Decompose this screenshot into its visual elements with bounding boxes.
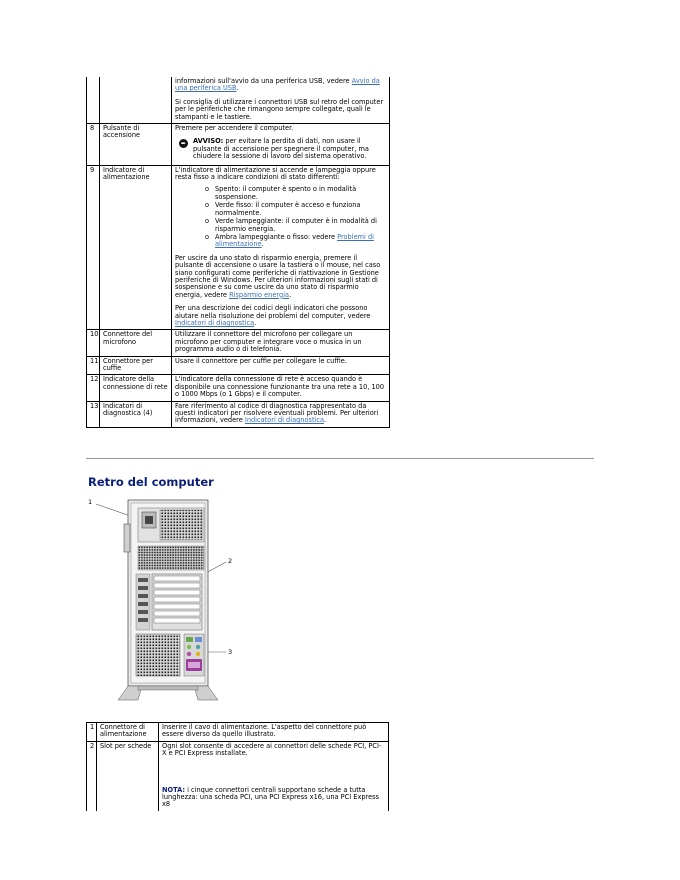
row-label: Slot per schede <box>97 741 159 811</box>
callout-1: 1 <box>88 498 93 506</box>
row-number: 9 <box>87 165 100 330</box>
row-label: Indicatori di diagnostica (4) <box>100 401 172 427</box>
row-description: Usare il connettore per cuffie per collegare le cuffie. <box>172 356 390 375</box>
row-description: Utilizzare il connettore del microfono per collegare un microfono per computer e integrare voce o musica in un programma audio o di telefonia. <box>172 330 390 356</box>
row-number: 1 <box>87 723 97 742</box>
row-description: L'indicatore di alimentazione si accende e lampeggia oppure resta fisso a indicare condizioni di stato differenti: o Spento: il computer è spento o in modalità sospensione. o Verde fisso: il computer è acceso e funziona normalmente. o Verde lampeggiante: il computer è in modalità di risparmio energia. o Ambra lampeggiante o fisso: vedere Problemi di alimentazione. Per uscire da uno stato di risparmio energia, premere il pulsante di accensione o usare la tastiera o il mouse, nel caso siano configurati come periferiche di riattivazione in Gestione periferiche di Windows. Per ulteriori informazioni sugli stati di sospensione e su come uscire da uno stato di risparmio energia, vedere Risparmio energia. Per una descrizione dei codici degli indicatori che possono aiutare nella risoluzione dei problemi del computer, vedere Indicatori di diagnostica. <box>172 165 390 330</box>
row-label: Connettore del microfono <box>100 330 172 356</box>
circle-bullet-icon: o <box>205 232 210 241</box>
notice-icon: ➨ <box>180 140 187 148</box>
list-item: o Spento: il computer è spento o in modalità sospensione. <box>205 185 357 201</box>
table-row <box>87 330 390 356</box>
callout-2: 2 <box>228 557 233 565</box>
table-row <box>87 356 390 375</box>
computer-back-illustration <box>86 494 246 706</box>
row-number: 8 <box>87 124 100 166</box>
link-power-management[interactable]: Risparmio energia <box>229 290 290 299</box>
table-row <box>87 723 389 742</box>
list-item: o Verde fisso: il computer è acceso e funziona normalmente. <box>205 201 361 217</box>
table-row <box>87 77 390 124</box>
power-states-list <box>175 186 386 248</box>
notice-box: ➨ AVVISO: per evitare la perdita di dati, non usare il pulsante di accensione per spegnere il computer, ma chiudere la sessione di lavoro del sistema operativo. <box>180 137 369 161</box>
table-row <box>87 124 390 166</box>
row-label: Pulsante di accensione <box>100 124 172 166</box>
row-number: 12 <box>87 375 100 401</box>
row-number: 10 <box>87 330 100 356</box>
row-description: Inserire il cavo di alimentazione. L'aspetto del connettore può essere diverso da quello illustrato. <box>159 723 389 742</box>
circle-bullet-icon: o <box>205 217 210 226</box>
link-diagnostic-lights-2[interactable]: Indicatori di diagnostica <box>244 416 325 425</box>
section-divider <box>86 458 594 459</box>
row-number: 11 <box>87 356 100 375</box>
circle-bullet-icon: o <box>205 185 210 194</box>
row-description: Fare riferimento al codice di diagnostica rappresentato da questi indicatori per risolvere eventuali problemi. Per ulteriori informazioni, vedere Indicatori di diagnostica. <box>172 401 390 427</box>
callout-3: 3 <box>228 648 233 656</box>
row-description: Ogni slot consente di accedere ai connettori delle schede PCI, PCI-X e PCI Express installate. NOTA: i cinque connettori centrali supportano schede a tutta lunghezza: una scheda PCI, una PCI Express x16, una PCI Express x8 <box>159 741 389 811</box>
circle-bullet-icon: o <box>205 201 210 210</box>
row-number: 13 <box>87 401 100 427</box>
list-item: o Verde lampeggiante: il computer è in modalità di risparmio energia. <box>205 217 377 233</box>
row-label: Connettore per cuffie <box>100 356 172 375</box>
computer-back-drawing <box>86 494 246 706</box>
row-number: 2 <box>87 741 97 811</box>
section-heading: Retro del computer <box>88 475 214 489</box>
table-row <box>87 401 390 427</box>
table-row <box>87 741 389 811</box>
link-power-problems[interactable]: Problemi di alimentazione <box>215 232 374 249</box>
usb-info-cell: informazioni sull'avvio da una periferica USB, vedere Avvio da una periferica USB. Si consiglia di utilizzare i connettori USB sul retro del computer per le periferiche che rimangono sempre collegate, quali le stampanti e le tastiere. <box>172 77 390 124</box>
row-label: Indicatore di alimentazione <box>100 165 172 330</box>
back-panel-table <box>86 722 389 811</box>
link-diagnostic-lights[interactable]: Indicatori di diagnostica <box>175 318 255 327</box>
row-label: Connettore di alimentazione <box>97 723 159 742</box>
table-row <box>87 165 390 330</box>
link-usb-boot[interactable]: Avvio da una periferica USB <box>175 77 380 93</box>
front-panel-table <box>86 77 390 428</box>
table-row <box>87 375 390 401</box>
row-description: L'indicatore della connessione di rete è acceso quando è disponibile una connessione funzionante tra una rete a 10, 100 o 1000 Mbps (o 1 Gbps) e il computer. <box>172 375 390 401</box>
row-description: Premere per accendere il computer. ➨ AVVISO: per evitare la perdita di dati, non usare il pulsante di accensione per spegnere il computer, ma chiudere la sessione di lavoro del sistema operativo. <box>172 124 390 166</box>
list-item: o Ambra lampeggiante o fisso: vedere Problemi di alimentazione. <box>205 232 374 249</box>
row-label: Indicatore della connessione di rete <box>100 375 172 401</box>
